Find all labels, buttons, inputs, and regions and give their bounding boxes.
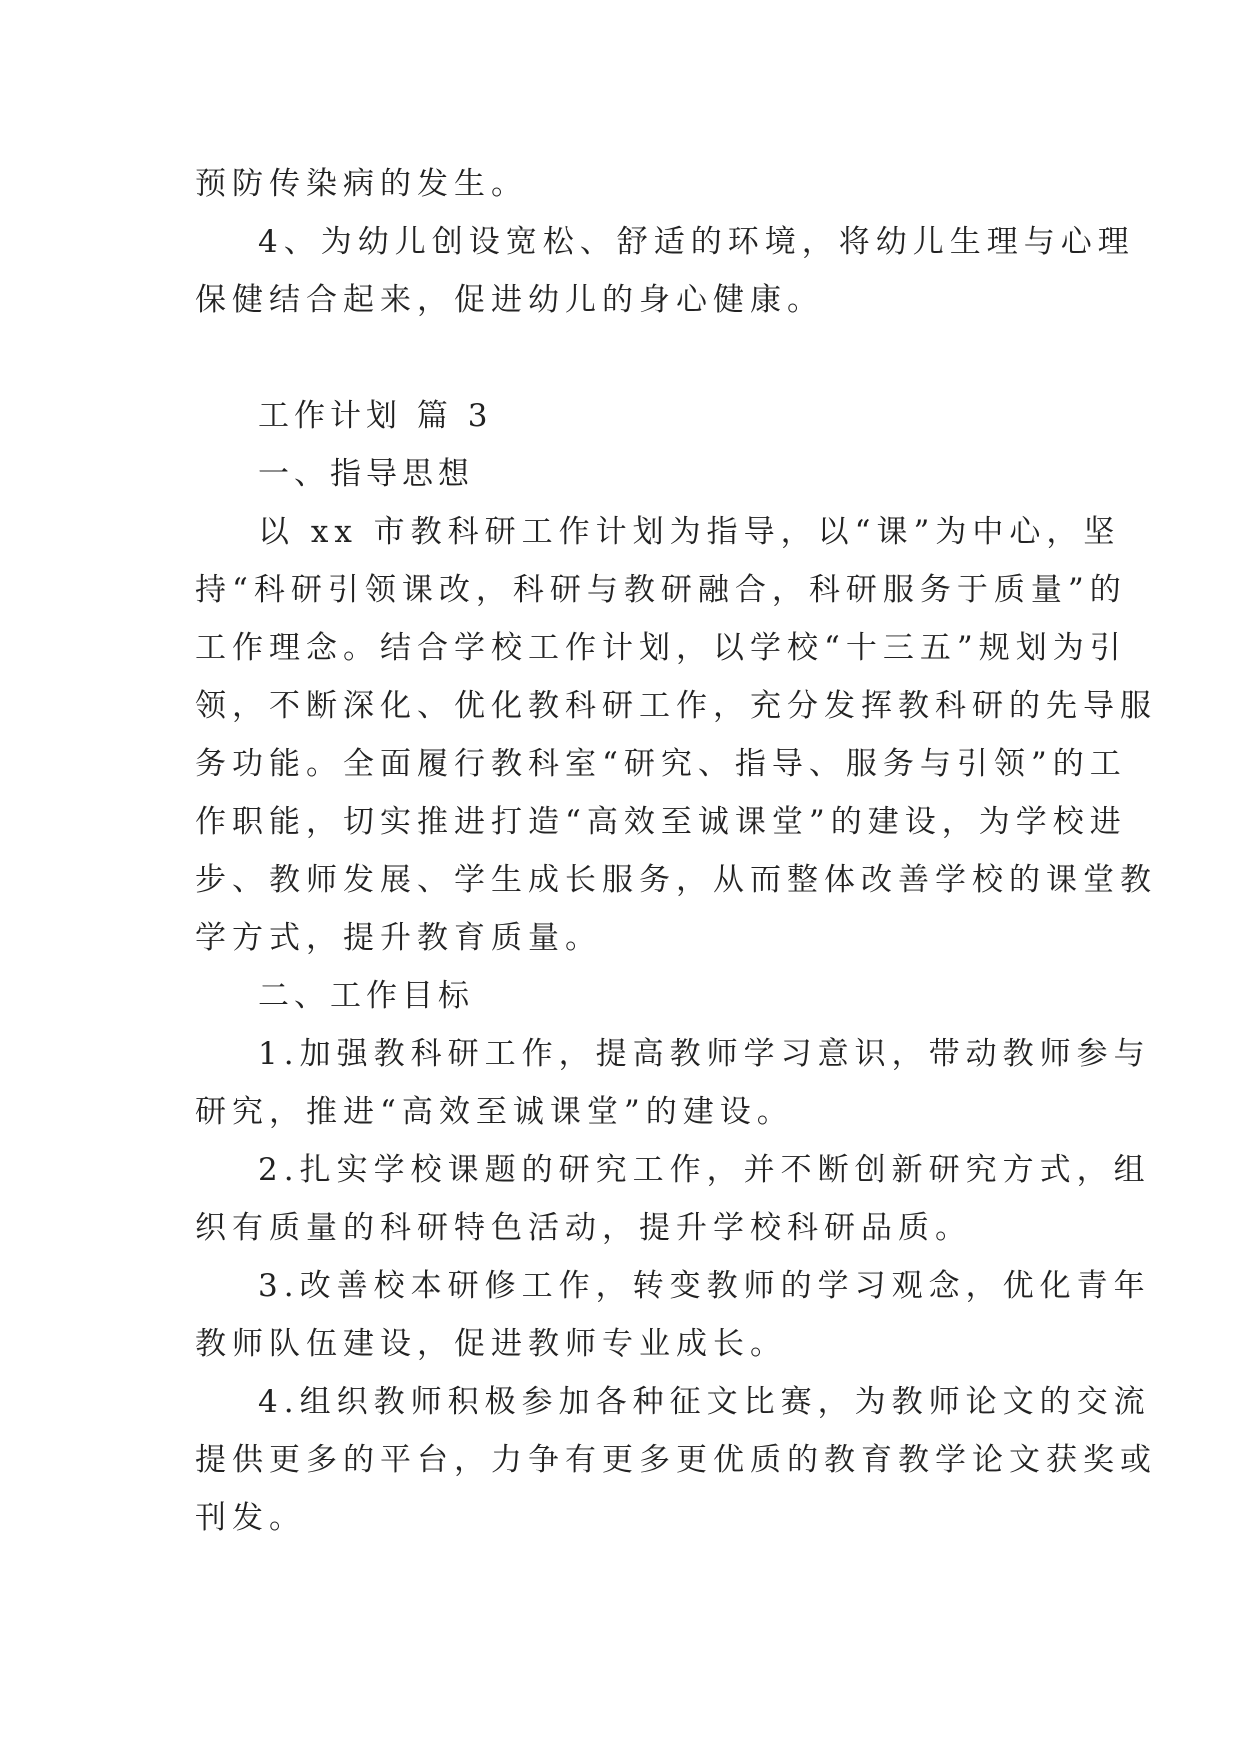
prev-paragraph-tail: 预防传染病的发生。 xyxy=(195,166,528,202)
goal-1-line-1: 1.加强教科研工作，提高教师学习意识，带动教师参与 xyxy=(258,1036,1151,1072)
part-1-paragraph-line: 作职能，切实推进打造“高效至诚课堂”的建设，为学校进 xyxy=(195,804,1127,840)
part-1-paragraph-line: 持“科研引领课改，科研与教研融合，科研服务于质量”的 xyxy=(195,572,1127,608)
goal-2-line-1: 2.扎实学校课题的研究工作，并不断创新研究方式，组 xyxy=(258,1152,1151,1188)
part-1-paragraph-line: 步、教师发展、学生成长服务，从而整体改善学校的课堂教 xyxy=(195,862,1157,898)
part-1-paragraph-line: 学方式，提升教育质量。 xyxy=(195,920,602,956)
prev-item-4-line-1: 4、为幼儿创设宽松、舒适的环境，将幼儿生理与心理 xyxy=(258,224,1135,260)
goal-4-line-1: 4.组织教师积极参加各种征文比赛，为教师论文的交流 xyxy=(258,1384,1151,1420)
part-1-paragraph-line: 领，不断深化、优化教科研工作，充分发挥教科研的先导服 xyxy=(195,688,1157,724)
part-1-paragraph-line: 以 xx 市教科研工作计划为指导，以“课”为中心，坚 xyxy=(258,514,1121,550)
goal-3-line-1: 3.改善校本研修工作，转变教师的学习观念，优化青年 xyxy=(258,1268,1151,1304)
goal-4-line-3: 刊发。 xyxy=(195,1500,306,1536)
section-title: 工作计划 篇 3 xyxy=(258,398,493,434)
prev-item-4-line-2: 保健结合起来，促进幼儿的身心健康。 xyxy=(195,282,824,318)
part-1-heading: 一、指导思想 xyxy=(258,456,474,492)
part-2-heading: 二、工作目标 xyxy=(258,978,474,1014)
goal-2-line-2: 织有质量的科研特色活动，提升学校科研品质。 xyxy=(195,1210,972,1246)
part-1-paragraph-line: 务功能。全面履行教科室“研究、指导、服务与引领”的工 xyxy=(195,746,1127,782)
goal-3-line-2: 教师队伍建设，促进教师专业成长。 xyxy=(195,1326,787,1362)
part-1-paragraph-line: 工作理念。结合学校工作计划，以学校“十三五”规划为引 xyxy=(195,630,1127,666)
goal-4-line-2: 提供更多的平台，力争有更多更优质的教育教学论文获奖或 xyxy=(195,1442,1157,1478)
goal-1-line-2: 研究，推进“高效至诚课堂”的建设。 xyxy=(195,1094,794,1130)
